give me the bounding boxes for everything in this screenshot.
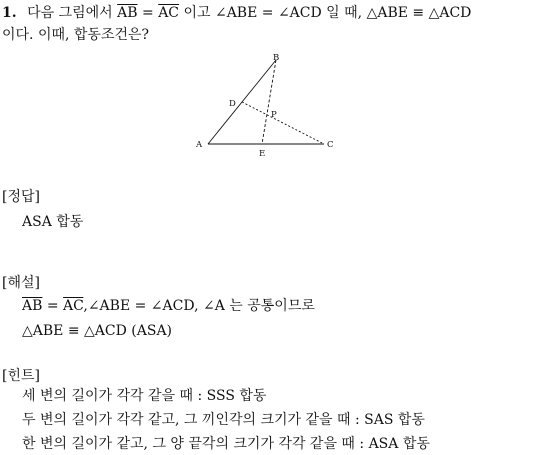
question-number: 1. (2, 5, 17, 21)
answer-text: ASA 합동 (22, 214, 84, 230)
question (2, 2, 530, 46)
segment-ab: $\overline{AB}$ (117, 5, 138, 21)
hint-line: 한 변의 길이가 같고, 그 양 끝각의 크기가 각각 같을 때 : ASA 합동 (22, 436, 430, 452)
label-b: B (273, 53, 280, 63)
explanation-heading: [해설] (2, 275, 40, 291)
hint-heading: [힌트] (2, 368, 40, 384)
triangle-figure (190, 48, 350, 166)
explanation-line-2: △ABE ≡ △ACD (ASA) (22, 323, 173, 339)
segment-dc (242, 102, 324, 144)
equals-sign: = (142, 5, 154, 21)
question-text-b: 이고 ∠ABE = ∠ACD 일 때, △ABE ≡ △ACD (183, 5, 472, 21)
label-p: P (271, 110, 277, 120)
segment-ac: $\overline{AC}$ (158, 5, 180, 21)
hint-line: 두 변의 길이가 각각 같고, 그 끼인각의 크기가 같을 때 : SAS 합동 (22, 412, 425, 428)
hint-line: 세 변의 길이가 각각 같을 때 : SSS 합동 (22, 388, 267, 404)
label-e: E (259, 149, 266, 159)
label-c: C (327, 140, 334, 150)
segment-be (262, 60, 276, 144)
segment-ac: $\overline{AC}$ (63, 298, 84, 314)
label-a: A (196, 140, 203, 150)
answer-heading: [정답] (2, 189, 40, 205)
segment-ab: $\overline{AB}$ (22, 298, 43, 314)
question-text-c: 이다. 이때, 합동조건은? (2, 27, 150, 43)
question-text-a: 다음 그림에서 (27, 5, 113, 21)
explanation-line-1-rest: ,∠ABE = ∠ACD, ∠A 는 공통이므로 (83, 298, 315, 314)
explanation-line-1 (22, 295, 315, 317)
equals-sign: = (42, 298, 64, 314)
label-d: D (229, 99, 236, 109)
